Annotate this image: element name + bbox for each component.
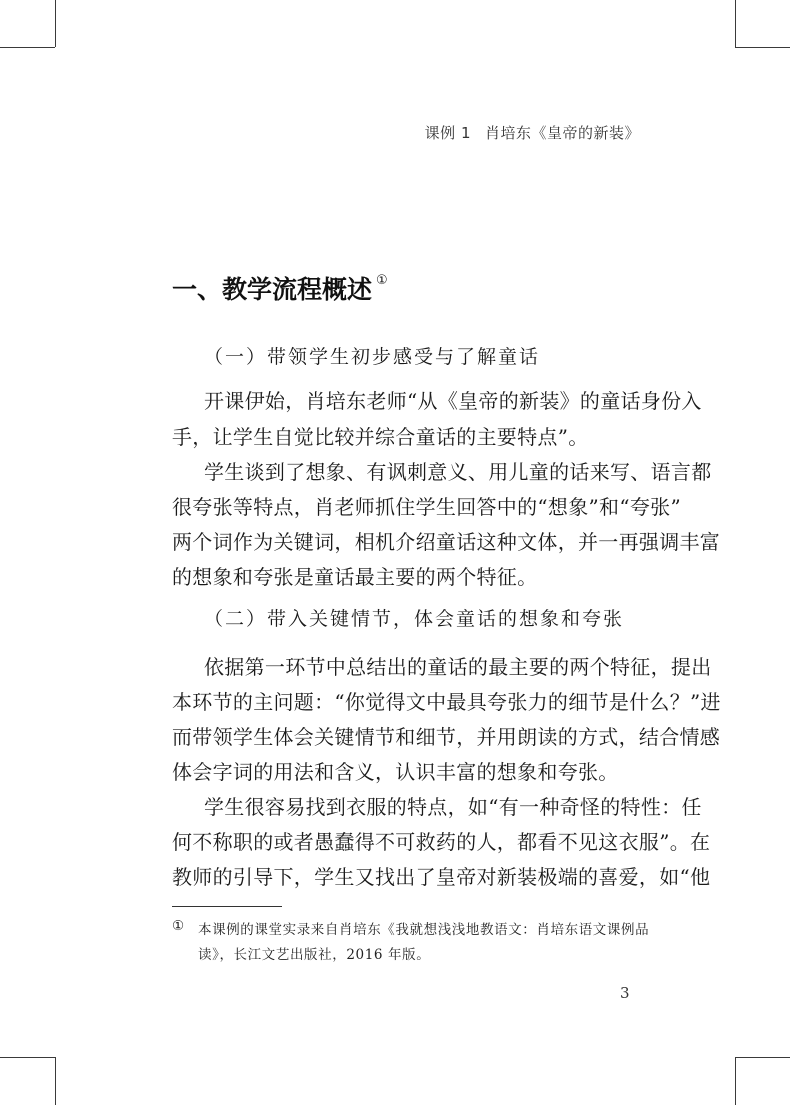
footnote-text-line: 本课例的课堂实录来自肖培东《我就想浅浅地教语文：肖培东语文课例品 xyxy=(198,922,650,938)
crop-mark xyxy=(735,0,736,47)
paragraph-line: 的想象和夸张是童话最主要的两个特征。 xyxy=(172,565,538,589)
part1-heading: （一）带领学生初步感受与了解童话 xyxy=(204,346,541,368)
paragraph-line: 手，让学生自觉比较并综合童话的主要特点”。 xyxy=(172,425,589,449)
crop-mark xyxy=(735,1057,790,1058)
paragraph-line: 两个词作为关键词，相机介绍童话这种文体，并一再强调丰富 xyxy=(172,530,721,554)
page-number: 3 xyxy=(620,984,630,1002)
crop-mark xyxy=(55,0,56,47)
paragraph-line: 学生很容易找到衣服的特点，如“有一种奇怪的特性：任 xyxy=(204,795,702,819)
crop-mark xyxy=(735,47,790,48)
paragraph-line: 体会字词的用法和含义，认识丰富的想象和夸张。 xyxy=(172,760,619,784)
section-title xyxy=(172,270,388,306)
running-header xyxy=(425,122,640,143)
part2-heading: （二）带入关键情节，体会童话的想象和夸张 xyxy=(204,608,625,630)
footnote-divider xyxy=(172,906,282,907)
lesson-label: 课例 1 xyxy=(424,124,471,142)
paragraph-line: 何不称职的或者愚蠢得不可救药的人，都看不见这衣服”。在 xyxy=(172,830,711,854)
paragraph-line: 学生谈到了想象、有讽刺意义、用儿童的话来写、语言都 xyxy=(204,460,712,484)
paragraph-line: 很夸张等特点，肖老师抓住学生回答中的“想象”和“夸张” xyxy=(172,495,681,519)
paragraph-line: 开课伊始，肖培东老师“从《皇帝的新装》的童话身份入 xyxy=(204,389,702,413)
crop-mark xyxy=(735,1057,736,1105)
paragraph-line: 本环节的主问题：“你觉得文中最具夸张力的细节是什么？”进 xyxy=(172,690,721,714)
paragraph-line: 而带领学生体会关键情节和细节，并用朗读的方式，结合情感 xyxy=(172,725,721,749)
paragraph-line: 依据第一环节中总结出的童话的最主要的两个特征，提出 xyxy=(204,655,712,679)
footnote-reference[interactable]: ① xyxy=(376,273,388,288)
crop-mark xyxy=(0,47,55,48)
lesson-title: 肖培东《皇帝的新装》 xyxy=(484,124,640,142)
paragraph-line: 教师的引导下，学生又找出了皇帝对新装极端的喜爱，如“他 xyxy=(172,865,711,889)
footnote-text-line: 读》，长江文艺出版社，2016 年版。 xyxy=(198,947,431,963)
footnote-marker: ① xyxy=(172,918,185,934)
crop-mark xyxy=(55,1057,56,1105)
section-title-text: 一、教学流程概述 xyxy=(172,275,373,304)
crop-mark xyxy=(0,1057,55,1058)
